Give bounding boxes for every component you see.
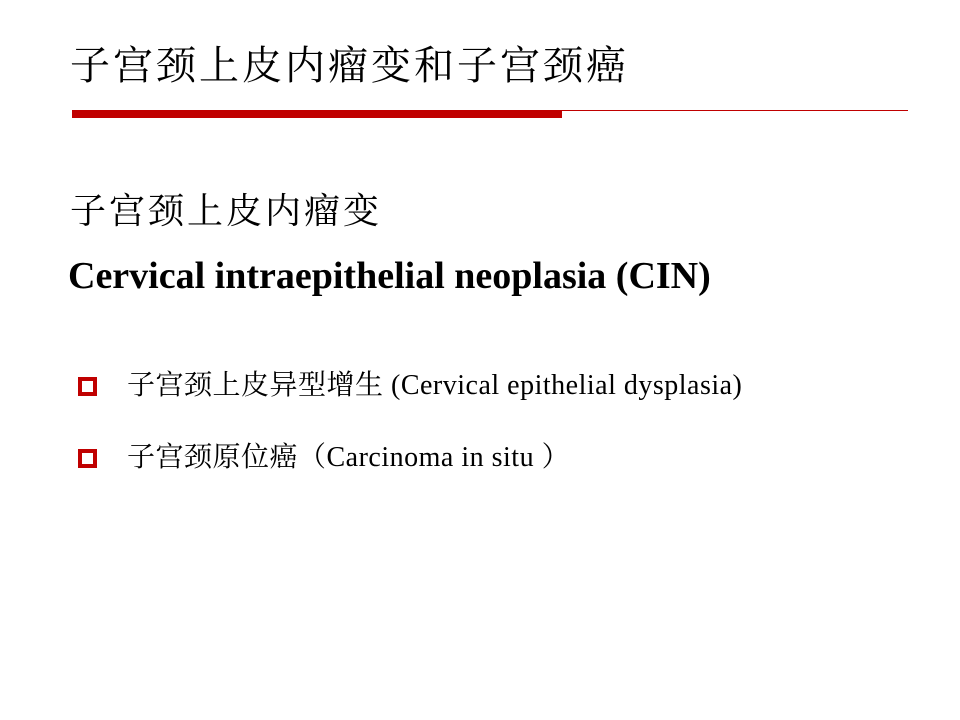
hollow-square-bullet-icon <box>78 377 97 396</box>
bullet-text: 子宫颈上皮异型增生 (Cervical epithelial dysplasia) <box>127 370 743 401</box>
subtitle-chinese: 子宫颈上皮内瘤变 <box>70 191 383 232</box>
title-underline-thick <box>72 111 562 118</box>
slide-title: 子宫颈上皮内瘤变和子宫颈癌 <box>70 43 629 89</box>
hollow-square-bullet-icon <box>78 449 97 468</box>
bullet-text: 子宫颈原位癌（Carcinoma in situ ） <box>127 442 571 473</box>
subtitle-english: Cervical intraepithelial neoplasia (CIN) <box>68 255 711 297</box>
bullet-list <box>78 364 742 508</box>
bullet-item-carcinoma-in-situ <box>78 436 742 480</box>
bullet-item-dysplasia <box>78 364 742 408</box>
